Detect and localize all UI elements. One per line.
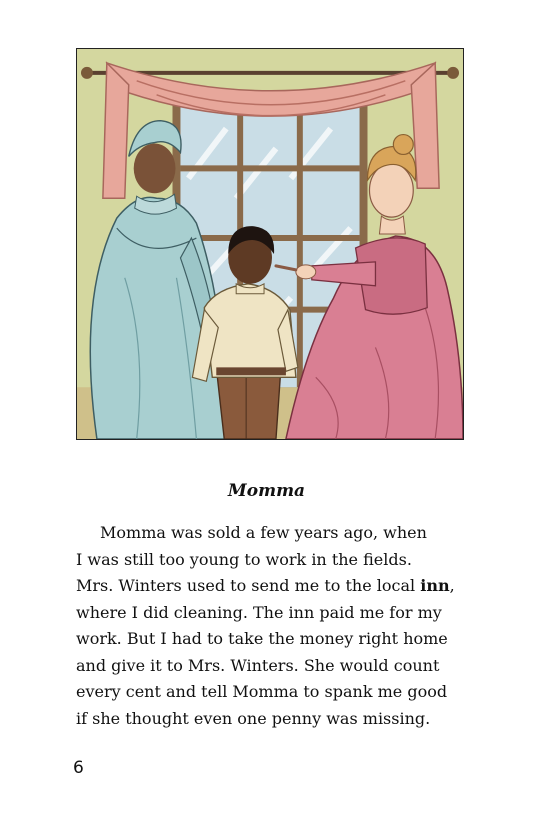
story-line-start: Mrs. Winters used to send me to the local [76, 576, 421, 595]
story-line [76, 573, 476, 600]
illustration-art [77, 49, 463, 439]
story-line: where I did cleaning. The inn paid me for my [76, 602, 442, 622]
page-number: 6 [73, 758, 84, 778]
story-line: I was still too young to work in the fields. [76, 549, 412, 569]
story-line-end: , [449, 576, 455, 595]
story-illustration [76, 48, 464, 440]
story-text [76, 520, 476, 732]
chapter-title: Momma [227, 481, 306, 501]
story-line: and give it to Mrs. Winters. She would count [76, 655, 440, 675]
story-line: Momma was sold a few years ago, when [100, 523, 427, 542]
story-line: every cent and tell Momma to spank me good [76, 682, 448, 701]
story-line: if she thought even one penny was missing. [76, 708, 431, 728]
vocabulary-word-inn: inn [420, 576, 450, 595]
story-line: work. But I had to take the money right home [76, 629, 448, 648]
